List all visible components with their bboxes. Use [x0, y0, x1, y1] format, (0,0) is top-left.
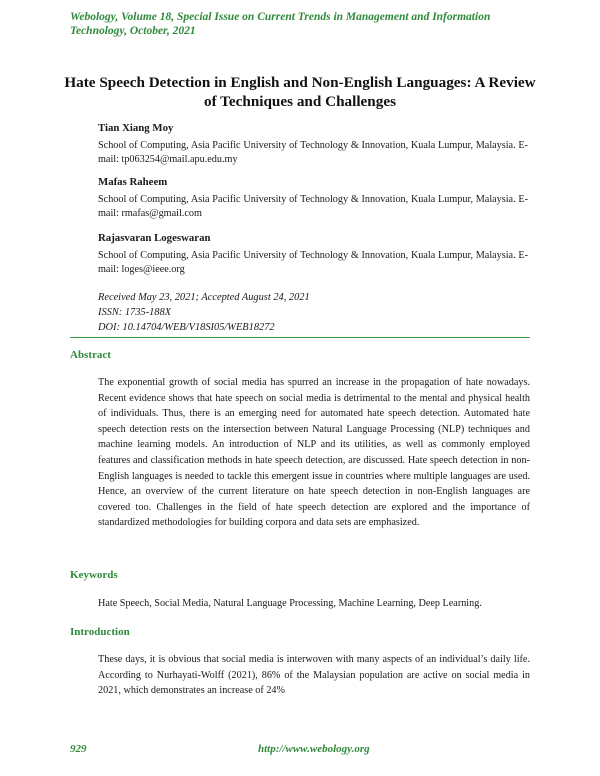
keywords-text: Hate Speech, Social Media, Natural Language Processing, Machine Learning, Deep Learning. — [98, 598, 482, 609]
journal-header: Webology, Volume 18, Special Issue on Current Trends in Management and Information Technology, October, 2021 — [70, 11, 491, 37]
author-block — [98, 231, 528, 278]
author-affiliation: School of Computing, Asia Pacific University of Technology & Innovation, Kuala Lumpur, Malaysia. E-mail: loges@ieee.org — [98, 249, 528, 275]
keywords-heading: Keywords — [70, 569, 118, 581]
publication-metadata — [98, 290, 498, 335]
author-name: Tian Xiang Moy — [98, 122, 174, 134]
author-affiliation: School of Computing, Asia Pacific University of Technology & Innovation, Kuala Lumpur, Malaysia. E-mail: tp063254@mail.apu.edu.my — [98, 139, 528, 165]
author-name: Mafas Raheem — [98, 176, 168, 188]
page-number: 929 — [70, 743, 87, 755]
section-divider — [70, 337, 530, 338]
paper-title: Hate Speech Detection in English and Non-English Languages: A Review of Techniques and Challenges — [64, 74, 536, 110]
journal-url: http://www.webology.org — [258, 743, 370, 755]
doi: DOI: 10.14704/WEB/V18SI05/WEB18272 — [98, 322, 275, 333]
author-block — [98, 175, 528, 222]
abstract-text: The exponential growth of social media has spurred an increase in the propagation of hate nowadays. Recent evidence shows that hate speech on social media is detrimental to the mental and physical health of individuals. Thus, there is an emerging need for automated hate speech detection. Automated hate speech detection rests on the intersection between Natural Language Processing (NLP) techniques and machine learning models. An introduction of NLP and its utilities, as well as commonly employed features and classification methods in hate speech detection, are discussed. Hate speech detection in non-English languages is needed to tackle this emergent issue in countries where multiple languages are used. Hence, an overview of the current literature on hate speech detection in non-English languages are covered too. Challenges in the field of hate speech detection are explored and the importance of standardized methodologies for building corpora and data sets are emphasized. — [98, 377, 530, 529]
author-name: Rajasvaran Logeswaran — [98, 232, 211, 244]
abstract-heading: Abstract — [70, 349, 111, 361]
author-affiliation: School of Computing, Asia Pacific University of Technology & Innovation, Kuala Lumpur, Malaysia. E-mail: rmafas@gmail.com — [98, 193, 528, 219]
issn: ISSN: 1735-188X — [98, 307, 172, 318]
introduction-text: These days, it is obvious that social media is interwoven with many aspects of an individual’s daily life. According to Nurhayati-Wolff (2021), 86% of the Malaysian population are active on social media in 2021, which demonstrates an increase of 24% — [98, 654, 530, 697]
received-date: Received May 23, 2021; Accepted August 24, 2021 — [98, 292, 310, 303]
introduction-heading: Introduction — [70, 626, 130, 638]
author-block — [98, 121, 528, 168]
